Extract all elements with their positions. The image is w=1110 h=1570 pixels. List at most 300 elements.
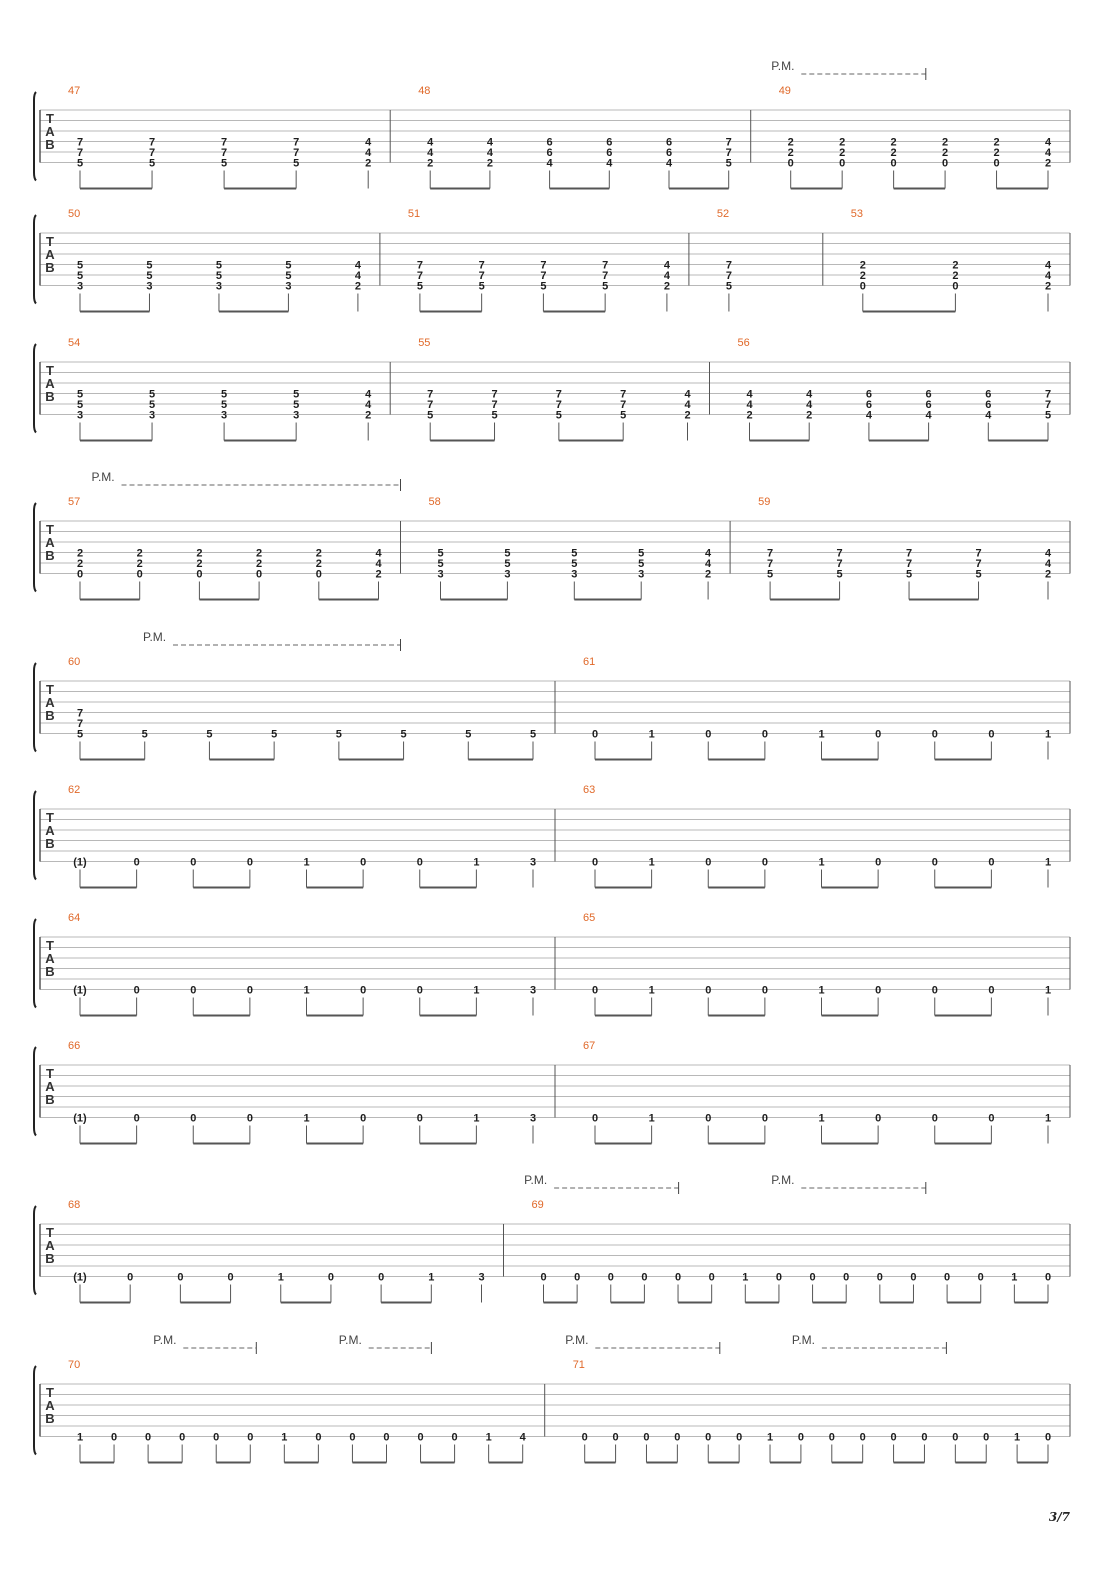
tab-clef-letter: A — [45, 535, 55, 550]
tab-fret-number: 0 — [607, 1271, 614, 1284]
tab-fret-number: 5 — [76, 728, 84, 741]
tab-fret-number: 7 — [555, 399, 562, 411]
tab-fret-number: 3 — [76, 280, 84, 293]
tab-fret-number: 4 — [519, 1431, 526, 1444]
tab-fret-number: 0 — [196, 568, 203, 581]
system-bracket — [34, 919, 36, 1008]
tab-fret-number: 2 — [486, 157, 493, 170]
tab-fret-number: 5 — [491, 409, 498, 422]
tab-fret-number: 6 — [985, 388, 992, 401]
tab-fret-number: 4 — [427, 147, 434, 159]
tab-fret-number: 7 — [620, 388, 627, 401]
tab-fret-number: 0 — [875, 1112, 882, 1125]
tab-fret-number: 6 — [865, 388, 872, 401]
tab-fret-number: 0 — [828, 1431, 835, 1444]
tab-fret-number: 7 — [221, 147, 228, 159]
measure-number: 71 — [572, 1359, 585, 1371]
tab-fret-number: 1 — [742, 1271, 749, 1284]
tab-fret-number: 0 — [787, 157, 794, 170]
tab-fret-number: 0 — [213, 1431, 220, 1444]
measure-number: 47 — [68, 85, 81, 97]
tab-fret-number: 1 — [1014, 1431, 1021, 1444]
tab-fret-number: 0 — [246, 856, 253, 869]
tab-fret-number: 6 — [925, 399, 932, 411]
tab-clef-letter: B — [45, 137, 55, 152]
measure-number: 61 — [583, 656, 596, 668]
tab-fret-number: 0 — [179, 1431, 186, 1444]
tab-fret-number: 0 — [591, 728, 599, 741]
tab-fret-number: 2 — [952, 270, 959, 282]
measure-number: 65 — [583, 912, 596, 924]
tab-fret-number: 2 — [1044, 157, 1052, 170]
measure-number: 51 — [407, 208, 421, 220]
tab-fret-number: 5 — [437, 558, 444, 570]
tab-fret-number: 4 — [925, 409, 932, 422]
tab-fret-number: 2 — [365, 409, 372, 422]
tab-fret-number: 0 — [416, 984, 423, 997]
tab-fret-number: 2 — [196, 558, 203, 570]
tab-clef-letter: B — [45, 1411, 55, 1426]
tab-fret-number: 6 — [606, 147, 613, 159]
tab-fret-number: 4 — [663, 270, 670, 282]
tab-clef-letter: A — [45, 695, 55, 710]
tab-fret-number: 0 — [674, 1431, 681, 1444]
tab-fret-number: 7 — [416, 259, 423, 272]
tab-fret-number: 0 — [227, 1271, 234, 1284]
tab-fret-number: 7 — [491, 399, 498, 411]
tab-fret-number: 5 — [602, 280, 609, 293]
tab-fret-number: 0 — [809, 1271, 816, 1284]
tab-clef-letter: B — [45, 260, 55, 275]
tab-fret-number: 0 — [383, 1431, 390, 1444]
tab-fret-number: 0 — [705, 984, 712, 997]
tab-fret-number: 1 — [818, 984, 825, 997]
tab-fret-number: 1 — [818, 728, 825, 741]
tab-fret-number: 6 — [865, 399, 872, 411]
tab-clef-letter: T — [46, 1385, 54, 1400]
tab-fret-number: 1 — [473, 984, 480, 997]
tab-fret-number: 0 — [674, 1271, 682, 1284]
tab-fret-number: 0 — [416, 856, 423, 869]
tab-fret-number: 0 — [931, 856, 938, 869]
tab-fret-number: 0 — [761, 856, 768, 869]
tab-fret-number: 4 — [546, 157, 553, 170]
tab-fret-number: 5 — [285, 270, 292, 282]
tab-fret-number: 2 — [365, 157, 372, 170]
tab-fret-number: 2 — [196, 547, 203, 560]
tab-clef-letter: T — [46, 810, 54, 825]
tab-clef-letter: T — [46, 1066, 54, 1081]
tab-fret-number: 5 — [504, 547, 511, 560]
tab-fret-number: 4 — [684, 399, 691, 411]
palm-mute-label: P.M. — [338, 1333, 362, 1347]
tab-clef-letter: B — [45, 1251, 55, 1266]
tab-fret-number: 4 — [427, 136, 434, 149]
tab-fret-number: 7 — [836, 558, 843, 570]
tab-fret-number: 7 — [478, 270, 485, 282]
tab-fret-number: 0 — [574, 1271, 581, 1284]
tab-fret-number: 4 — [365, 147, 372, 159]
tab-fret-number: 5 — [221, 157, 228, 170]
measure-number: 48 — [418, 85, 431, 97]
tab-clef-letter: T — [46, 363, 54, 378]
tab-fret-number: 7 — [1044, 388, 1052, 401]
tab-fret-number: 5 — [215, 259, 223, 272]
tab-fret-number: 5 — [400, 728, 407, 741]
tab-fret-number: 7 — [540, 270, 547, 282]
tab-fret-number: 5 — [905, 568, 913, 581]
tab-fret-number: 0 — [315, 1431, 322, 1444]
tab-fret-number: 5 — [215, 270, 223, 282]
tab-fret-number: 0 — [133, 1112, 140, 1125]
tab-fret-number: 0 — [875, 984, 882, 997]
tab-fret-number: 5 — [76, 270, 84, 282]
tab-fret-number: (1) — [73, 1112, 87, 1125]
tab-fret-number: 7 — [975, 558, 982, 570]
tab-fret-number: 7 — [293, 147, 300, 159]
tab-fret-number: 1 — [648, 856, 655, 869]
tab-fret-number: 4 — [663, 259, 670, 272]
tab-fret-number: 2 — [993, 147, 1000, 159]
tab-clef-letter: A — [45, 1238, 55, 1253]
tab-fret-number: 0 — [952, 280, 959, 293]
tab-fret-number: 0 — [540, 1271, 547, 1284]
tab-fret-number: 6 — [546, 136, 553, 149]
tab-fret-number: 0 — [988, 984, 995, 997]
measure-number: 63 — [583, 784, 596, 796]
tab-fret-number: 0 — [921, 1431, 928, 1444]
tab-fret-number: 0 — [988, 728, 995, 741]
tab-fret-number: 4 — [354, 270, 361, 282]
measure-number: 59 — [758, 496, 771, 508]
palm-mute-label: P.M. — [791, 1333, 816, 1347]
tab-clef-letter: A — [45, 823, 55, 838]
tab-fret-number: 0 — [591, 984, 599, 997]
tab-fret-number: 0 — [177, 1271, 184, 1284]
tab-fret-number: 4 — [865, 409, 872, 422]
tab-fret-number: 0 — [1044, 1271, 1052, 1284]
tab-fret-number: 4 — [1044, 270, 1052, 282]
tab-fret-number: 5 — [146, 270, 153, 282]
measure-number: 54 — [68, 337, 81, 349]
tab-fret-number: 0 — [983, 1431, 990, 1444]
tab-fret-number: 2 — [315, 558, 322, 570]
tab-fret-number: 1 — [473, 1112, 480, 1125]
tab-fret-number: 5 — [76, 388, 84, 401]
tab-fret-number: 0 — [76, 568, 84, 581]
tab-fret-number: 7 — [148, 147, 156, 159]
tab-clef-letter: A — [45, 247, 55, 262]
tab-fret-number: 5 — [465, 728, 472, 741]
tab-fret-number: 3 — [571, 568, 578, 581]
tab-fret-number: 3 — [76, 409, 84, 422]
tab-fret-number: 4 — [365, 388, 372, 401]
tab-fret-number: 0 — [127, 1271, 134, 1284]
tab-fret-number: 5 — [571, 558, 578, 570]
tab-fret-number: 5 — [571, 547, 578, 560]
tab-clef-letter: B — [45, 548, 55, 563]
tab-fret-number: 5 — [76, 399, 84, 411]
tab-fret-number: 3 — [293, 409, 300, 422]
tab-fret-number: 3 — [215, 280, 223, 293]
tab-fret-number: 0 — [843, 1271, 850, 1284]
tab-fret-number: 0 — [256, 568, 263, 581]
tab-fret-number: 0 — [360, 984, 367, 997]
system-bracket — [34, 663, 36, 752]
system-bracket — [34, 1206, 36, 1295]
tab-fret-number: 4 — [375, 558, 382, 570]
system-bracket — [34, 1366, 36, 1455]
tab-fret-number: 0 — [988, 1112, 995, 1125]
tab-fret-number: 0 — [931, 1112, 938, 1125]
system-bracket — [34, 215, 36, 304]
tab-fret-number: 5 — [285, 259, 292, 272]
tab-fret-number: 6 — [665, 147, 673, 159]
tab-fret-number: 4 — [985, 409, 992, 422]
tab-fret-number: 2 — [256, 547, 263, 560]
tab-fret-number: 5 — [293, 399, 300, 411]
tab-fret-number: 0 — [190, 984, 197, 997]
tab-fret-number: 5 — [76, 157, 84, 170]
palm-mute-label: P.M. — [565, 1333, 589, 1347]
tab-fret-number: 0 — [612, 1431, 619, 1444]
tab-fret-number: 2 — [136, 558, 143, 570]
tab-fret-number: 2 — [315, 547, 322, 560]
tab-fret-number: 0 — [110, 1431, 118, 1444]
tab-clef-letter: T — [46, 111, 54, 126]
tab-fret-number: 2 — [427, 157, 434, 170]
tab-fret-number: 2 — [375, 568, 382, 581]
tab-clef-letter: T — [46, 1225, 54, 1240]
tab-fret-number: 5 — [221, 388, 228, 401]
tab-fret-number: 7 — [725, 136, 732, 149]
measure-number: 57 — [68, 496, 81, 508]
tab-fret-number: 2 — [76, 558, 84, 570]
tab-fret-number: 5 — [146, 259, 153, 272]
tab-fret-number: 5 — [148, 157, 156, 170]
tab-fret-number: 1 — [1044, 728, 1052, 741]
tab-fret-number: 0 — [360, 1112, 367, 1125]
tab-fret-number: 4 — [365, 399, 372, 411]
measure-number: 53 — [850, 208, 864, 220]
tab-fret-number: 0 — [761, 984, 768, 997]
palm-mute-label: P.M. — [771, 59, 795, 73]
tab-fret-number: 0 — [993, 157, 1000, 170]
tab-fret-number: 0 — [761, 728, 768, 741]
tab-fret-number: 0 — [451, 1431, 458, 1444]
tab-fret-number: 5 — [555, 409, 562, 422]
tab-fret-number: 1 — [303, 984, 310, 997]
measure-number: 69 — [531, 1199, 544, 1211]
tab-fret-number: 4 — [1044, 147, 1052, 159]
tab-fret-number: 4 — [1044, 558, 1052, 570]
tab-fret-number: 7 — [76, 147, 84, 159]
measure-number: 56 — [737, 337, 750, 349]
tab-fret-number: 7 — [293, 136, 300, 149]
tab-clef-letter: B — [45, 389, 55, 404]
tab-fret-number: 0 — [247, 1431, 254, 1444]
tab-fret-number: 5 — [975, 568, 982, 581]
tab-fret-number: 3 — [478, 1271, 485, 1284]
tab-fret-number: 7 — [725, 259, 732, 272]
tab-fret-number: 7 — [76, 718, 84, 730]
tab-fret-number: 0 — [417, 1431, 424, 1444]
tab-fret-number: 0 — [775, 1271, 782, 1284]
tab-fret-number: 7 — [427, 388, 434, 401]
measure-number: 64 — [68, 912, 81, 924]
tab-fret-number: 2 — [787, 136, 794, 149]
tab-fret-number: 2 — [705, 568, 712, 581]
tab-fret-number: 0 — [327, 1271, 334, 1284]
tab-fret-number: 4 — [1044, 259, 1052, 272]
palm-mute-label: P.M. — [91, 470, 115, 484]
tab-fret-number: 1 — [485, 1431, 492, 1444]
tab-fret-number: 0 — [859, 1431, 866, 1444]
measure-number: 58 — [428, 496, 441, 508]
tab-fret-number: 7 — [555, 388, 562, 401]
tab-fret-number: 6 — [665, 136, 673, 149]
tab-fret-number: 0 — [859, 280, 866, 293]
tab-fret-number: 1 — [1044, 1112, 1052, 1125]
tab-fret-number: 3 — [437, 568, 444, 581]
tab-fret-number: 2 — [256, 558, 263, 570]
tab-clef-letter: T — [46, 234, 54, 249]
tab-fret-number: 0 — [136, 568, 143, 581]
tab-clef-letter: A — [45, 1398, 55, 1413]
tab-fret-number: 0 — [797, 1431, 804, 1444]
tab-fret-number: 7 — [725, 147, 732, 159]
page-number: 3/7 — [1048, 1510, 1070, 1524]
tab-fret-number: 0 — [246, 984, 253, 997]
tab-fret-number: 5 — [141, 728, 148, 741]
measure-number: 67 — [583, 1040, 596, 1052]
tab-fret-number: 5 — [293, 157, 300, 170]
tab-fret-number: 0 — [246, 1112, 253, 1125]
tab-fret-number: 0 — [977, 1271, 984, 1284]
tab-fret-number: 3 — [146, 280, 153, 293]
tab-fret-number: (1) — [73, 856, 87, 869]
tab-fret-number: 2 — [839, 147, 846, 159]
tab-clef-letter: A — [45, 376, 55, 391]
tab-clef-letter: A — [45, 951, 55, 966]
measure-number: 49 — [778, 85, 791, 97]
tab-fret-number: 1 — [281, 1431, 288, 1444]
tab-clef-letter: T — [46, 682, 54, 697]
tab-fret-number: 4 — [1044, 136, 1052, 149]
tab-fret-number: 2 — [684, 409, 691, 422]
tab-fret-number: 5 — [767, 568, 774, 581]
system-bracket — [34, 344, 36, 433]
tab-fret-number: 0 — [875, 856, 882, 869]
tab-fret-number: 4 — [684, 388, 691, 401]
tab-fret-number: 6 — [985, 399, 992, 411]
tab-fret-number: 0 — [931, 984, 938, 997]
tab-fret-number: 5 — [1044, 409, 1052, 422]
tab-clef-letter: B — [45, 964, 55, 979]
tab-fret-number: 5 — [638, 547, 645, 560]
tab-fret-number: 2 — [787, 147, 794, 159]
tab-fret-number: 5 — [148, 399, 156, 411]
tab-fret-number: 4 — [746, 388, 753, 401]
tab-fret-number: 5 — [540, 280, 547, 293]
tab-fret-number: 0 — [910, 1271, 917, 1284]
tab-fret-number: 2 — [942, 147, 949, 159]
tab-fret-number: 2 — [942, 136, 949, 149]
tab-fret-number: 3 — [504, 568, 511, 581]
tab-clef-letter: B — [45, 708, 55, 723]
tab-fret-number: 4 — [746, 399, 753, 411]
tab-fret-number: 7 — [148, 136, 156, 149]
measure-number: 62 — [68, 784, 81, 796]
tab-fret-number: 0 — [133, 856, 140, 869]
tab-fret-number: 5 — [437, 547, 444, 560]
tab-fret-number: 5 — [620, 409, 627, 422]
tab-fret-number: 5 — [478, 280, 485, 293]
tab-fret-number: 4 — [665, 157, 673, 170]
tab-fret-number: 5 — [76, 259, 84, 272]
tab-fret-number: 4 — [705, 547, 712, 560]
tab-fret-number: 7 — [905, 558, 913, 570]
tab-fret-number: 4 — [806, 399, 813, 411]
tab-fret-number: 1 — [1011, 1271, 1018, 1284]
tab-fret-number: 0 — [643, 1431, 650, 1444]
tab-fret-number: 5 — [221, 399, 228, 411]
tab-fret-number: 1 — [473, 856, 480, 869]
tab-fret-number: 0 — [705, 1431, 712, 1444]
tab-fret-number: 7 — [416, 270, 423, 282]
palm-mute-label: P.M. — [143, 630, 167, 644]
tab-fret-number: 0 — [875, 728, 882, 741]
tab-fret-number: 2 — [806, 409, 813, 422]
tab-fret-number: 2 — [1044, 568, 1052, 581]
tab-fret-number: 6 — [546, 147, 553, 159]
tab-fret-number: 1 — [648, 984, 655, 997]
tab-fret-number: 5 — [148, 388, 156, 401]
tab-fret-number: 0 — [942, 157, 949, 170]
tab-fret-number: 3 — [638, 568, 645, 581]
tab-fret-number: 4 — [486, 147, 493, 159]
tab-clef-letter: B — [45, 836, 55, 851]
tab-fret-number: 7 — [767, 558, 774, 570]
tab-clef-letter: T — [46, 522, 54, 537]
tab-fret-number: 0 — [145, 1431, 152, 1444]
tab-fret-number: 3 — [221, 409, 228, 422]
tab-fret-number: 1 — [303, 1112, 310, 1125]
tab-fret-number: 2 — [136, 547, 143, 560]
tab-fret-number: 0 — [736, 1431, 743, 1444]
tab-fret-number: 5 — [427, 409, 434, 422]
tab-fret-number: 0 — [931, 728, 938, 741]
tab-fret-number: 4 — [365, 136, 372, 149]
tab-fret-number: 0 — [952, 1431, 959, 1444]
tab-fret-number: 4 — [705, 558, 712, 570]
tab-fret-number: 1 — [766, 1431, 774, 1444]
measure-number: 60 — [68, 656, 81, 668]
tab-fret-number: 0 — [591, 856, 599, 869]
measure-number: 50 — [68, 208, 81, 220]
tab-fret-number: 0 — [360, 856, 367, 869]
tab-fret-number: 7 — [478, 259, 485, 272]
tab-fret-number: 4 — [1044, 547, 1052, 560]
tab-fret-number: 6 — [606, 136, 613, 149]
tab-fret-number: 7 — [725, 270, 732, 282]
tab-fret-number: 7 — [427, 399, 434, 411]
tab-fret-number: 0 — [761, 1112, 768, 1125]
tab-fret-number: 7 — [905, 547, 913, 560]
measure-number: 52 — [716, 208, 730, 220]
tab-clef-letter: T — [46, 938, 54, 953]
tab-clef-letter: A — [45, 124, 55, 139]
